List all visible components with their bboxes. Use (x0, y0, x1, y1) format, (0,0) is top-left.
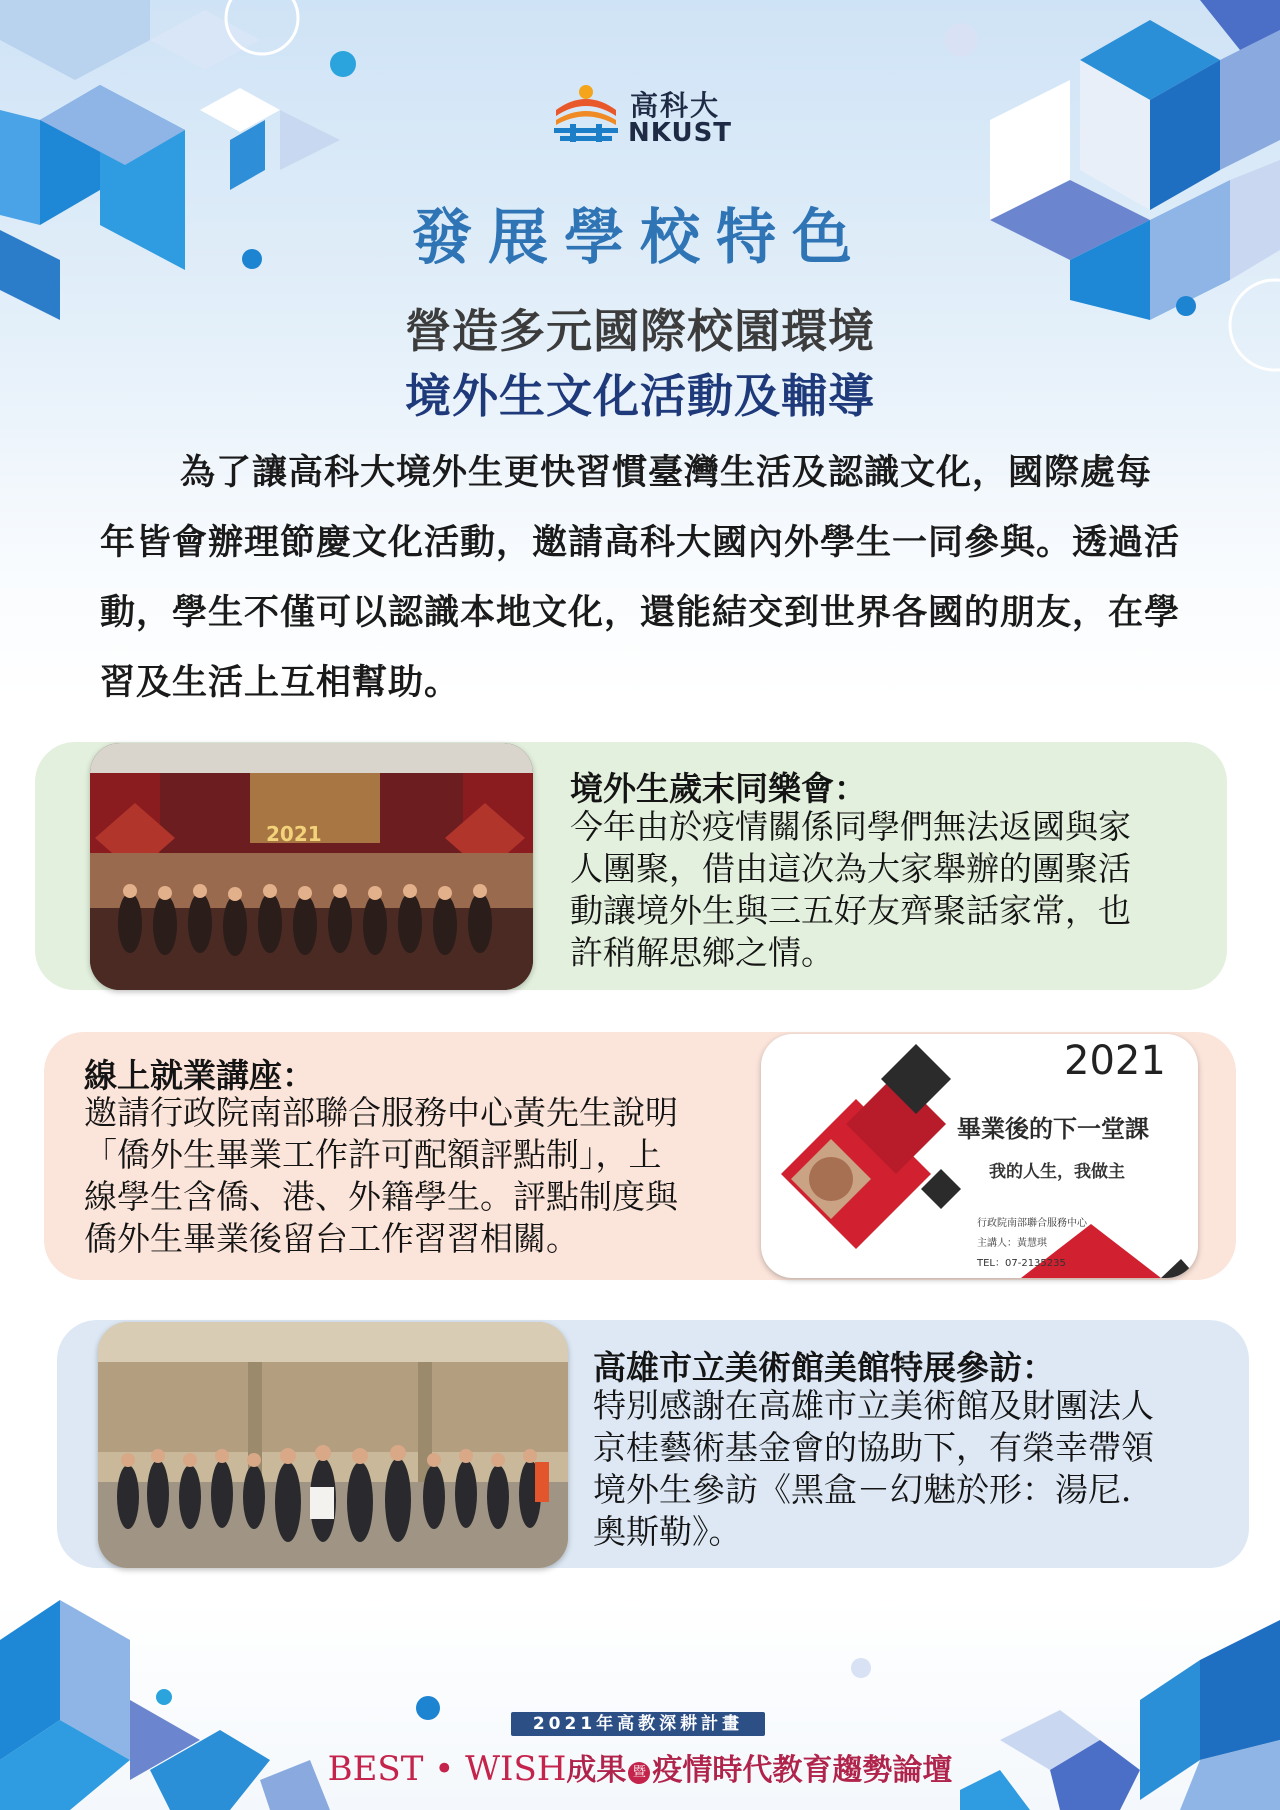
section-3-title: 高雄市立美術館美館特展參訪： (593, 1348, 1055, 1387)
section-2-line: 僑外生畢業後留台工作習習相關。 (84, 1219, 579, 1258)
footer-results: 成果 (566, 1753, 627, 1788)
section-1-body (570, 806, 1131, 974)
poster-phone: TEL：07-2135235 (977, 1258, 1066, 1269)
footer-forum: 疫情時代教育趨勢論壇 (652, 1753, 953, 1788)
section-2-body (84, 1092, 678, 1260)
group-photo-image (90, 743, 533, 990)
poster-year: 2021 (1064, 1038, 1166, 1084)
lecture-poster-image (761, 1034, 1198, 1278)
footer-slogan (0, 1745, 1280, 1789)
logo-english-name: NKUST (628, 118, 733, 148)
section-2-line: 線學生含僑、港、外籍學生。評點制度與 (84, 1177, 678, 1216)
poster-speaker: 主講人：黃慧琪 (977, 1238, 1047, 1249)
section-1-title: 境外生歲末同樂會： (570, 769, 867, 808)
subtitle-primary: 營造多元國際校園環境 (405, 304, 875, 358)
footer-wish: WISH (465, 1749, 567, 1789)
section-2-line: 邀請行政院南部聯合服務中心黃先生說明 (84, 1093, 678, 1132)
section-1-line: 人團聚，借由這次為大家舉辦的團聚活 (570, 849, 1131, 888)
nkust-logo (550, 80, 735, 150)
subtitle-secondary: 境外生文化活動及輔導 (405, 369, 875, 423)
section-1-line: 今年由於疫情關係同學們無法返國與家 (570, 807, 1131, 846)
poster-subtitle: 我的人生，我做主 (989, 1162, 1125, 1182)
footer-and-badge: 暨 (628, 1762, 650, 1784)
logo-chinese-name: 高科大 (630, 89, 721, 122)
section-3-line: 境外生參訪《黑盒－幻魅於形：湯尼． (593, 1470, 1154, 1509)
footer-best: BEST (327, 1749, 424, 1789)
museum-visit-photo (98, 1322, 568, 1568)
footer-bullet: • (434, 1749, 466, 1789)
intro-paragraph: 為了讓高科大境外生更快習慣臺灣生活及認識文化，國際處每年皆會辦理節慶文化活動，邀請高科大國內外學生一同參與。透過活動，學生不僅可以認識本地文化，還能結交到世界各國的朋友，在學習及生活上互相幫助。 (100, 453, 1181, 703)
poster-organization: 行政院南部聯合服務中心 (977, 1218, 1087, 1229)
section-3-line: 奧斯勒》。 (593, 1512, 742, 1551)
section-3-line: 特別感謝在高雄市立美術館及財團法人 (593, 1386, 1154, 1425)
poster-title: 畢業後的下一堂課 (957, 1115, 1149, 1143)
section-2-title: 線上就業講座： (84, 1056, 315, 1095)
section-3-line: 京桂藝術基金會的協助下，有榮幸帶領 (593, 1428, 1154, 1467)
section-3-body (593, 1385, 1154, 1553)
section-2-line: 「僑外生畢業工作許可配額評點制」，上 (84, 1135, 662, 1174)
year-end-party-photo (90, 743, 533, 990)
section-1-line: 動讓境外生與三五好友齊聚話家常，也 (570, 891, 1131, 930)
stage-year-text: 2021 (266, 822, 322, 846)
nkust-emblem-icon (550, 80, 622, 144)
section-1-line: 許稍解思鄉之情。 (570, 933, 834, 972)
museum-group-image (98, 1322, 568, 1568)
page-title: 發展學校特色 (412, 203, 868, 273)
footer-badge: 2021年高教深耕計畫 (511, 1712, 765, 1736)
